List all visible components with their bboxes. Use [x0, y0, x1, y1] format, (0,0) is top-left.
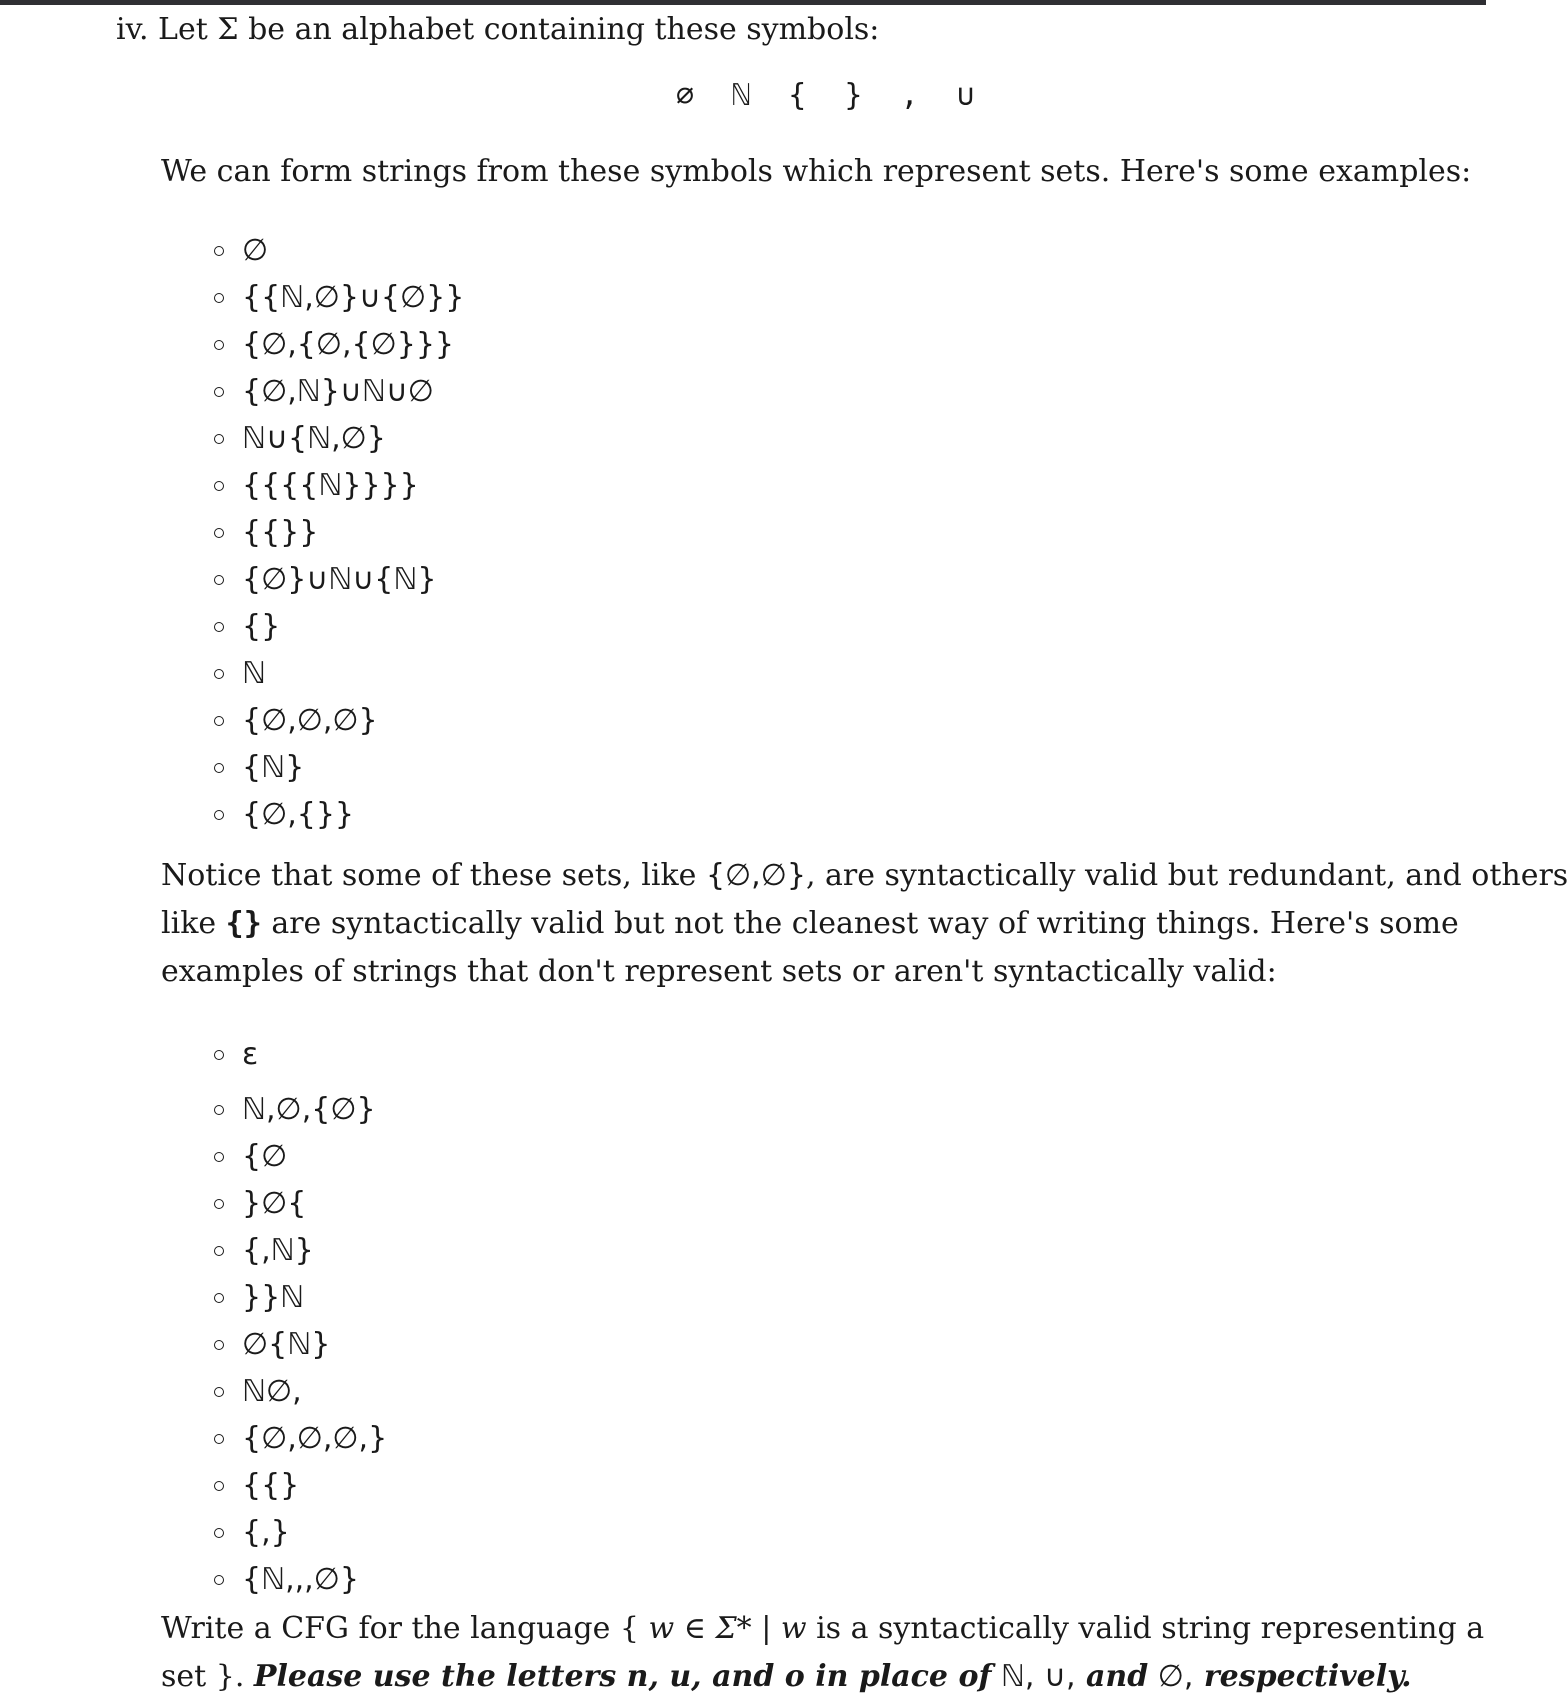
question-line-1 [161, 1605, 1484, 1653]
notice-text: Notice that some of these sets, like [161, 858, 706, 893]
valid-example-text: {∅,{}} [242, 797, 355, 832]
valid-example [212, 227, 464, 274]
bullet-icon [214, 1152, 224, 1162]
valid-example-text: ∅ [242, 233, 269, 268]
invalid-example [212, 1462, 387, 1509]
bullet-icon [214, 246, 224, 256]
valid-example [212, 650, 464, 697]
inline-code: {} [225, 906, 262, 941]
valid-examples-list [212, 227, 464, 838]
invalid-example-text: {∅,∅,∅,} [242, 1421, 388, 1456]
question-instruction: respectively. [1193, 1659, 1412, 1694]
valid-example [212, 556, 464, 603]
valid-example-text: {∅,{∅,{∅}}} [242, 327, 454, 362]
valid-example [212, 697, 464, 744]
invalid-example [212, 1274, 387, 1321]
alphabet-symbol: , [900, 78, 919, 113]
bullet-icon [214, 810, 224, 820]
bullet-icon [214, 622, 224, 632]
valid-example-text: {{{{ℕ}}}} [242, 468, 419, 503]
invalid-example [212, 1509, 387, 1556]
bullet-icon [214, 481, 224, 491]
valid-example-text: {} [242, 609, 281, 644]
bullet-icon [214, 340, 224, 350]
invalid-example-text: ℕ∅, [242, 1374, 302, 1409]
valid-example-text: {ℕ} [242, 750, 305, 785]
bullet-icon [214, 1481, 224, 1491]
invalid-example [212, 1086, 387, 1133]
valid-example [212, 509, 464, 556]
invalid-example-text: {∅ [242, 1139, 288, 1174]
invalid-example [212, 1031, 387, 1086]
valid-example [212, 462, 464, 509]
invalid-example-text: {{} [242, 1468, 300, 1503]
problem-heading: iv. Let Σ be an alphabet containing these symbols: [116, 12, 880, 47]
invalid-example-text: ∅{ℕ} [242, 1327, 331, 1362]
valid-example [212, 321, 464, 368]
valid-example-text: {∅,∅,∅} [242, 703, 378, 738]
top-border [0, 0, 1486, 5]
bullet-icon [214, 1293, 224, 1303]
invalid-example-text: ℕ,∅,{∅} [242, 1092, 376, 1127]
alphabet-symbol: } [844, 78, 863, 113]
bullet-icon [214, 434, 224, 444]
invalid-example-text: }∅{ [242, 1186, 307, 1221]
valid-example-text: {∅}∪ℕ∪{ℕ} [242, 562, 437, 597]
valid-example-text: {{}} [242, 515, 319, 550]
question-instruction: and [1075, 1659, 1149, 1694]
alphabet-symbols [676, 78, 995, 113]
bullet-icon [214, 575, 224, 585]
bullet-icon [214, 1528, 224, 1538]
invalid-example [212, 1227, 387, 1274]
bullet-icon [214, 1050, 224, 1060]
notice-paragraph [161, 852, 1568, 996]
question-paragraph [161, 1605, 1484, 1701]
notice-text: , are syntactically valid but redundant, and others [805, 858, 1568, 893]
bullet-icon [214, 1575, 224, 1585]
bullet-icon [214, 1199, 224, 1209]
notice-line-2 [161, 900, 1568, 948]
question-symbol: ∪, [1034, 1659, 1076, 1694]
alphabet-symbol: ∪ [956, 78, 975, 113]
valid-example-text: {{ℕ,∅}∪{∅}} [242, 280, 465, 315]
question-text: is a syntactically valid string representing a [806, 1611, 1485, 1646]
valid-example [212, 368, 464, 415]
bullet-icon [214, 1434, 224, 1444]
intro-paragraph: We can form strings from these symbols which represent sets. Here's some examples: [161, 154, 1472, 189]
invalid-example [212, 1368, 387, 1415]
question-instruction: Please use the letters n, u, and o in place of [253, 1659, 992, 1694]
invalid-example-text: }}ℕ [242, 1280, 305, 1315]
question-text: Write a CFG for the language { [161, 1611, 649, 1646]
question-symbol: ℕ, [991, 1659, 1035, 1694]
alphabet-symbol: ℕ [732, 78, 751, 113]
question-math: w ∈ Σ* | w [648, 1611, 807, 1646]
invalid-example-text: ε [242, 1037, 259, 1072]
invalid-example-text: {ℕ,,,∅} [242, 1562, 359, 1597]
invalid-example [212, 1556, 387, 1603]
valid-example [212, 791, 464, 838]
invalid-example [212, 1321, 387, 1368]
valid-example [212, 744, 464, 791]
bullet-icon [214, 1387, 224, 1397]
bullet-icon [214, 669, 224, 679]
valid-example [212, 603, 464, 650]
invalid-example [212, 1415, 387, 1462]
bullet-icon [214, 1105, 224, 1115]
invalid-example-text: {,} [242, 1515, 290, 1550]
valid-example-text: {∅,ℕ}∪ℕ∪∅ [242, 374, 434, 409]
bullet-icon [214, 387, 224, 397]
notice-text: like [161, 906, 226, 941]
notice-example: {∅,∅} [705, 858, 806, 893]
invalid-example [212, 1180, 387, 1227]
bullet-icon [214, 1340, 224, 1350]
invalid-examples-list [212, 1031, 387, 1603]
bullet-icon [214, 1246, 224, 1256]
question-symbol: ∅, [1148, 1659, 1194, 1694]
notice-line-1 [161, 852, 1568, 900]
alphabet-symbol: ∅ [676, 78, 695, 113]
valid-example [212, 274, 464, 321]
valid-example [212, 415, 464, 462]
invalid-example [212, 1133, 387, 1180]
invalid-example-text: {,ℕ} [242, 1233, 314, 1268]
bullet-icon [214, 528, 224, 538]
bullet-icon [214, 293, 224, 303]
alphabet-symbol: { [788, 78, 807, 113]
question-line-2 [161, 1653, 1484, 1701]
notice-text: are syntactically valid but not the cleanest way of writing things. Here's some [261, 906, 1459, 941]
notice-line-3: examples of strings that don't represent sets or aren't syntactically valid: [161, 954, 1277, 989]
valid-example-text: ℕ∪{ℕ,∅} [242, 421, 386, 456]
bullet-icon [214, 716, 224, 726]
bullet-icon [214, 763, 224, 773]
valid-example-text: ℕ [242, 656, 267, 691]
question-text: set }. [161, 1659, 254, 1694]
